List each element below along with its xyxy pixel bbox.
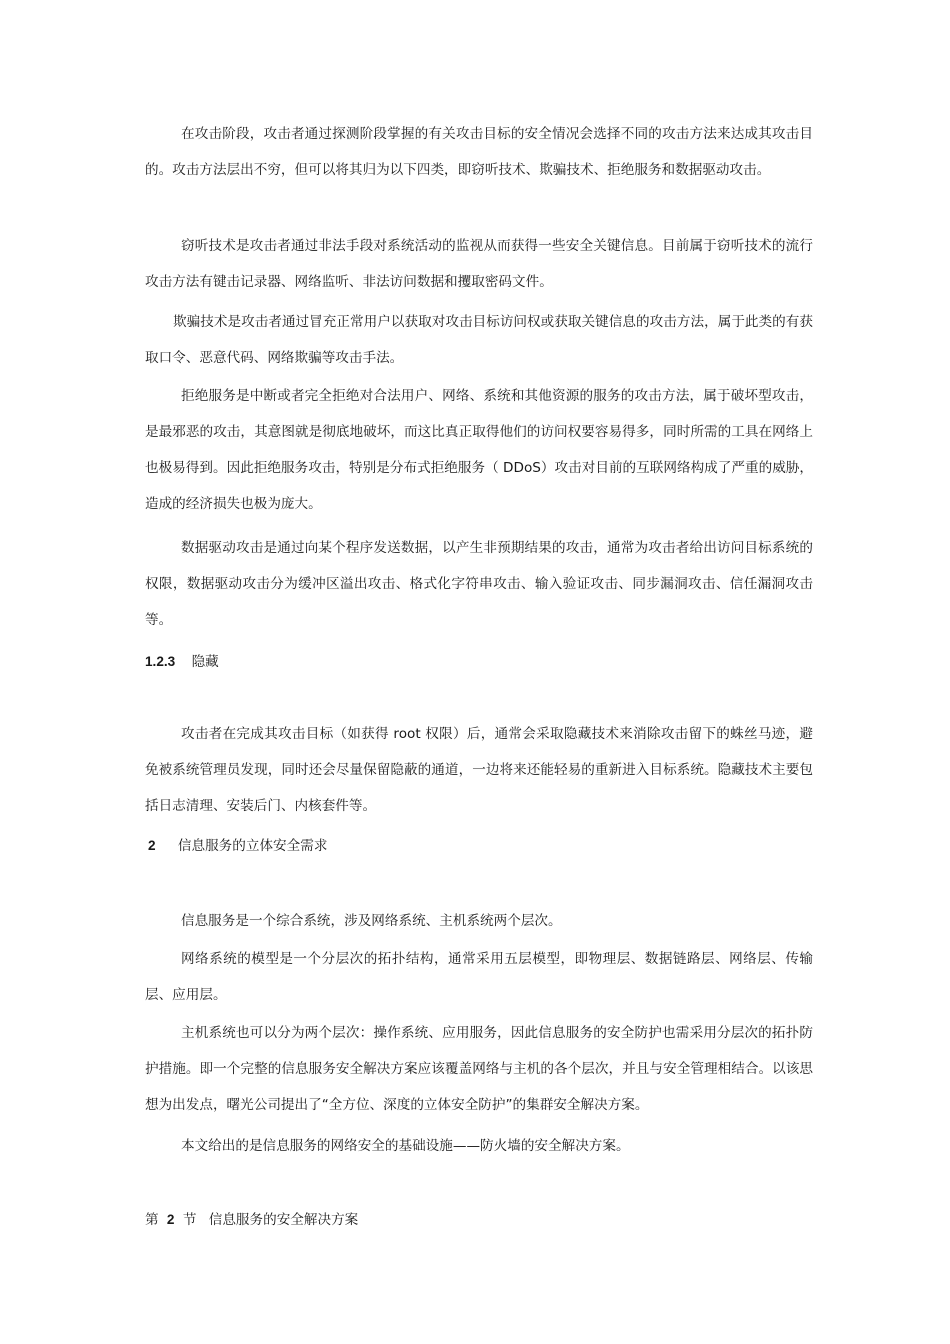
section-title: 信息服务的安全解决方案 [208, 1212, 359, 1228]
heading-1-2-3 [145, 651, 219, 673]
heading-number: 2 [148, 838, 156, 853]
heading-2 [145, 835, 327, 857]
paragraph-data-driven-attack: 数据驱动攻击是通过向某个程序发送数据，以产生非预期结果的攻击，通常为攻击者给出访问目标系统的权限，数据驱动攻击分为缓冲区溢出攻击、格式化字符串攻击、输入验证攻击、同步漏洞攻击、信任漏洞攻击等。 [145, 540, 813, 628]
paragraph-host-system: 主机系统也可以分为两个层次：操作系统、应用服务，因此信息服务的安全防护也需采用分层次的拓扑防护措施。即一个完整的信息服务安全解决方案应该覆盖网络与主机的各个层次，并且与安全管理相结合。以该思想为出发点，曙光公司提出了“全方位、深度的立体安全防护”的集群安全解决方案。 [145, 1025, 813, 1113]
section-prefix: 第 [145, 1212, 159, 1228]
heading-title: 隐藏 [191, 654, 219, 670]
paragraph-network-model: 网络系统的模型是一个分层次的拓扑结构，通常采用五层模型，即物理层、数据链路层、网络层、传输层、应用层。 [145, 951, 813, 1003]
heading-number: 1.2.3 [145, 654, 176, 669]
section-heading [145, 1209, 358, 1231]
paragraph-info-service: 信息服务是一个综合系统，涉及网络系统、主机系统两个层次。 [181, 913, 562, 929]
paragraph-spoofing: 欺骗技术是攻击者通过冒充正常用户以获取对攻击目标访问权或获取关键信息的攻击方法，属于此类的有获取口令、恶意代码、网络欺骗等攻击手法。 [145, 314, 813, 366]
section-suffix: 节 [182, 1212, 197, 1228]
paragraph-eavesdropping: 窃听技术是攻击者通过非法手段对系统活动的监视从而获得一些安全关键信息。目前属于窃听技术的流行攻击方法有键击记录器、网络监听、非法访问数据和攫取密码文件。 [145, 238, 813, 290]
paragraph-denial-of-service: 拒绝服务是中断或者完全拒绝对合法用户、网络、系统和其他资源的服务的攻击方法，属于破坏型攻击，是最邪恶的攻击，其意图就是彻底地破坏，而这比真正取得他们的访问权要容易得多，同时所需的工具在网络上也极易得到。因此拒绝服务攻击，特别是分布式拒绝服务（ DDoS）攻击对目前的互联网络构成了严重的威胁，造成的经济损失也极为庞大。 [145, 388, 813, 512]
paragraph-hiding: 攻击者在完成其攻击目标（如获得 root 权限）后，通常会采取隐藏技术来消除攻击留下的蛛丝马迹，避免被系统管理员发现，同时还会尽量保留隐蔽的通道，一边将来还能轻易的重新进入目标系统。隐藏技术主要包括日志清理、安装后门、内核套件等。 [145, 726, 813, 814]
section-number: 2 [166, 1212, 175, 1227]
paragraph-firewall: 本文给出的是信息服务的网络安全的基础设施——防火墙的安全解决方案。 [181, 1138, 630, 1154]
paragraph-attack-methods: 在攻击阶段，攻击者通过探测阶段掌握的有关攻击目标的安全情况会选择不同的攻击方法来达成其攻击目的。攻击方法层出不穷，但可以将其归为以下四类，即窃听技术、欺骗技术、拒绝服务和数据驱动攻击。 [145, 126, 813, 178]
heading-title: 信息服务的立体安全需求 [177, 838, 328, 854]
